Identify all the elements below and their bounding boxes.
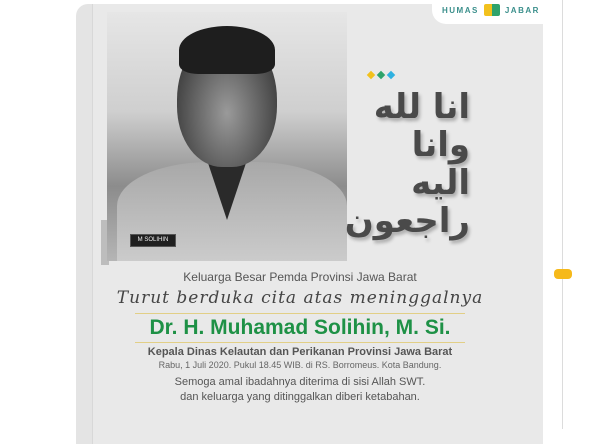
humas-jabar-logo [442, 4, 540, 16]
portrait-photo [107, 12, 347, 261]
logo-text-left: HUMAS [442, 5, 479, 15]
logo-text-right: JABAR [504, 5, 540, 15]
family-line: Keluarga Besar Pemda Provinsi Jawa Barat [183, 270, 417, 284]
gold-divider-bottom [135, 342, 465, 343]
prayer-line-2: dan keluarga yang ditinggalkan diberi ketabahan. [180, 391, 420, 403]
scroll-indicator[interactable] [554, 269, 572, 279]
position-title: Kepala Dinas Kelautan dan Perikanan Provinsi Jawa Barat [147, 346, 453, 358]
death-details: Rabu, 1 Juli 2020. Pukul 18.45 WIB. di RS. Borromeus. Kota Bandung. [158, 360, 442, 370]
arabic-line-1: انا لله [373, 87, 470, 127]
announcement-text [100, 268, 500, 405]
prayer-line-1: Semoga amal ibadahnya diterima di sisi Allah SWT. [174, 376, 426, 388]
logo-mark-icon [484, 4, 500, 16]
condolence-line: Turut berduka cita atas meninggalnya [116, 288, 484, 308]
decorative-dots [368, 72, 394, 78]
page-divider [562, 0, 563, 429]
blue-dot-icon [387, 71, 395, 79]
arabic-calligraphy [344, 87, 470, 241]
yellow-dot-icon [367, 71, 375, 79]
deceased-name: Dr. H. Muhamad Solihin, M. Si. [149, 316, 451, 339]
gold-divider-top [135, 313, 465, 314]
portrait-hair [179, 26, 275, 74]
arabic-line-3: راجعون [344, 201, 470, 241]
arabic-line-2: وانا اليه [411, 125, 470, 203]
prayer-text [100, 375, 500, 405]
green-dot-icon [377, 71, 385, 79]
name-tag: M SOLIHIN [130, 234, 176, 247]
